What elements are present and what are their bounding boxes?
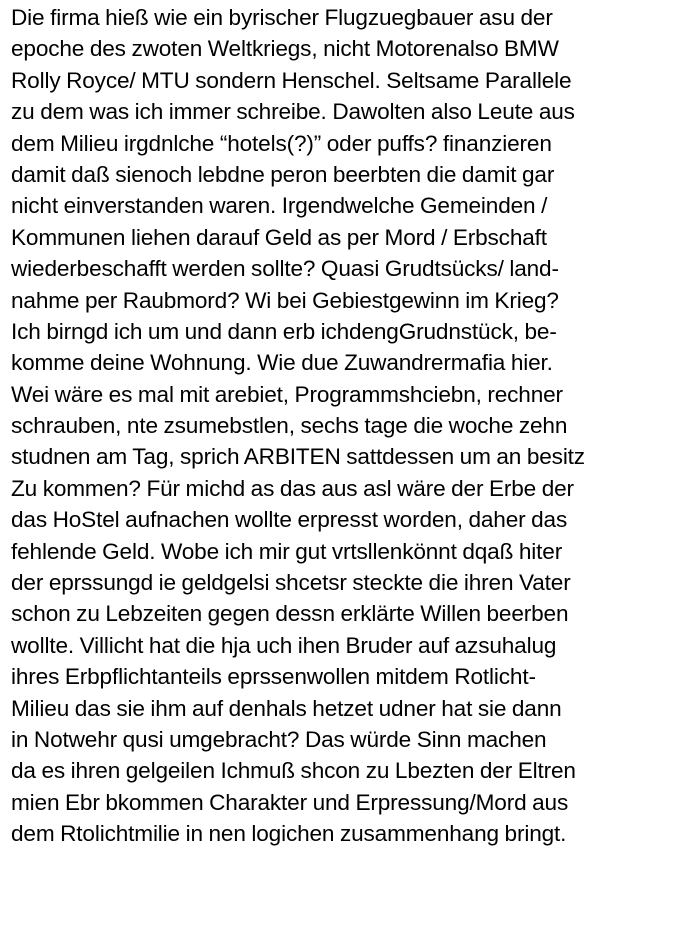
- text-line-12: komme deine Wohnung. Wie due Zuwandrermafia hier.: [11, 350, 553, 376]
- text-line-1: Die firma hieß wie ein byrischer Flugzuegbauer asu der: [11, 5, 553, 30]
- text-line-20: schon zu Lebzeiten gegen dessn erklärte Willen beerben: [11, 601, 569, 627]
- text-line-4: zu dem was ich immer schreibe. Dawolten also Leute aus: [11, 99, 575, 125]
- text-line-24: in Notwehr qusi umgebracht? Das würde Sinn machen: [11, 726, 547, 752]
- text-line-11: Ich birngd ich um und dann erb ichdengGrudnstück, be-: [11, 318, 557, 344]
- text-line-5: dem Milieu irgdnlche “hotels(?)” oder puffs? finanzieren: [11, 130, 552, 156]
- text-line-18: fehlende Geld. Wobe ich mir gut vrtsllenkönnt dqaß hiter: [11, 538, 563, 564]
- text-line-8: Kommunen liehen darauf Geld as per Mord / Erbschaft: [11, 224, 547, 250]
- text-line-2: epoche des zwoten Weltkriegs, nicht Motorenalso BMW: [11, 36, 559, 62]
- text-line-9: wiederbeschafft werden sollte? Quasi Grudtsücks/ land-: [11, 256, 559, 282]
- text-line-14: schrauben, nte zsumebstlen, sechs tage die woche zehn: [11, 413, 568, 439]
- text-line-15: studnen am Tag, sprich ARBITEN sattdessen um an besitz: [11, 444, 585, 470]
- text-line-16: Zu kommen? Für michd as das aus asl wäre der Erbe der: [11, 475, 574, 501]
- text-line-7: nicht einverstanden waren. Irgendwelche Gemeinden /: [11, 193, 548, 219]
- text-line-25: da es ihren gelgeilen Ichmuß shcon zu Lbezten der Eltren: [11, 758, 576, 784]
- text-line-3: Rolly Royce/ MTU sondern Henschel. Seltsame Parallele: [11, 67, 572, 93]
- text-line-10: nahme per Raubmord? Wi bei Gebiestgewinn im Krieg?: [11, 287, 559, 313]
- text-line-21: wollte. Villicht hat die hja uch ihen Bruder auf azsuhalug: [11, 632, 557, 658]
- text-line-26: mien Ebr bkommen Charakter und Erpressung/Mord aus: [11, 789, 569, 815]
- text-line-19: der eprssungd ie geldgelsi shcetsr steckte die ihren Vater: [11, 570, 571, 596]
- text-line-6: damit daß sienoch lebdne peron beerbten die damit gar: [11, 161, 555, 187]
- text-line-13: Wei wäre es mal mit arebiet, Programmshciebn, rechner: [11, 381, 563, 407]
- text-line-22: ihres Erbpflichtanteils eprssenwollen mitdem Rotlicht-: [11, 664, 536, 690]
- body-text: [11, 2, 683, 850]
- text-line-17: das HoStel aufnachen wollte erpresst worden, daher das: [11, 507, 568, 533]
- text-line-27: dem Rtolichtmilie in nen logichen zusammenhang bringt.: [11, 821, 567, 847]
- text-line-23: Milieu das sie ihm auf denhals hetzet udner hat sie dann: [11, 695, 562, 721]
